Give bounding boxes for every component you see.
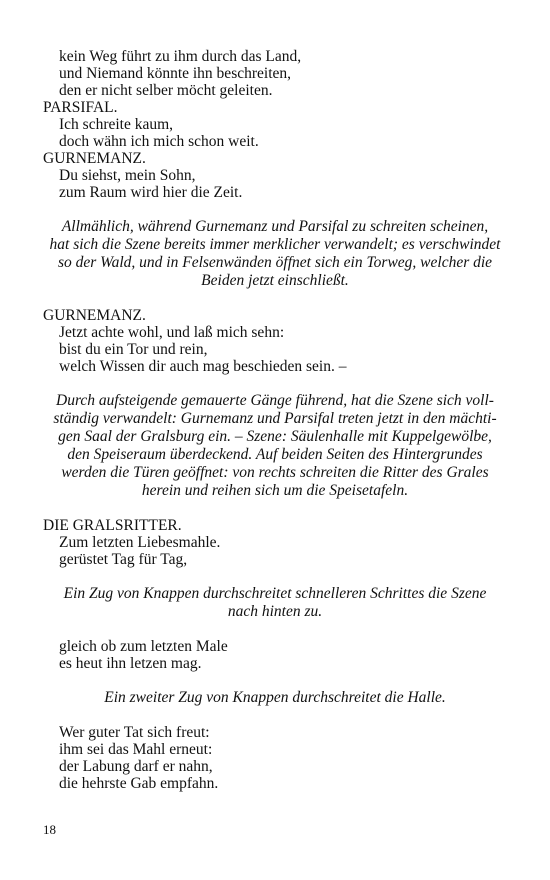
speech-block	[43, 150, 507, 201]
verse-line: Zum letzten Liebesmahle.	[59, 534, 221, 551]
spacer	[43, 568, 507, 585]
page-text	[43, 48, 507, 792]
verse-block	[43, 724, 507, 792]
stage-line: gen Saal der Gralsburg ein. – Szene: Säulenhalle mit Kuppelgewölbe,	[58, 428, 492, 445]
stage-line: werden die Türen geöffnet: von rechts schreiten die Ritter des Grales	[61, 464, 489, 481]
verse-line: Du siehst, mein Sohn,	[59, 167, 196, 184]
speaker-name: GURNEMANZ.	[43, 307, 146, 324]
verse-line: den er nicht selber möcht geleiten.	[59, 82, 273, 99]
speech-block	[43, 99, 507, 150]
spacer	[43, 621, 507, 638]
stage-line: ständig verwandelt: Gurnemanz und Parsifal treten jetzt in den mächti-	[53, 410, 497, 427]
speaker-name: GURNEMANZ.	[43, 150, 146, 167]
verse-line: kein Weg führt zu ihm durch das Land,	[59, 48, 302, 65]
spacer	[43, 375, 507, 392]
verse-block	[43, 48, 507, 99]
verse-line: welch Wissen dir auch mag beschieden sein. –	[59, 358, 347, 375]
verse-line: bist du ein Tor und rein,	[59, 341, 208, 358]
verse-line: zum Raum wird hier die Zeit.	[59, 184, 243, 201]
spacer	[43, 500, 507, 517]
stage-line: hat sich die Szene bereits immer merklicher verwandelt; es verschwindet	[49, 236, 501, 253]
verse-line: ihm sei das Mahl erneut:	[59, 741, 213, 758]
stage-line: den Speiseraum überdeckend. Auf beiden Seiten des Hintergrundes	[67, 446, 483, 463]
stage-direction	[43, 392, 507, 500]
spacer	[43, 290, 507, 307]
verse-line: Wer guter Tat sich freut:	[59, 724, 210, 741]
verse-line: gerüstet Tag für Tag,	[59, 551, 188, 568]
stage-line: Durch aufsteigende gemauerte Gänge führend, hat die Szene sich voll-	[56, 392, 494, 409]
stage-direction	[43, 218, 507, 290]
verse-line: gleich ob zum letzten Male	[59, 638, 228, 655]
speech-block	[43, 517, 507, 568]
stage-line: Ein Zug von Knappen durchschreitet schnelleren Schrittes die Szene	[63, 585, 487, 602]
verse-line: es heut ihn letzen mag.	[59, 655, 202, 672]
verse-line: doch wähn ich mich schon weit.	[59, 133, 259, 150]
page-number: 18	[43, 822, 56, 837]
speaker-name: DIE GRALSRITTER.	[43, 517, 182, 534]
stage-line: Beiden jetzt einschließt.	[201, 272, 349, 289]
stage-line: nach hinten zu.	[227, 603, 323, 620]
stage-direction	[43, 585, 507, 621]
verse-line: und Niemand könnte ihn beschreiten,	[59, 65, 292, 82]
verse-line: der Labung darf er nahn,	[59, 758, 213, 775]
spacer	[43, 707, 507, 724]
speaker-name: PARSIFAL.	[43, 99, 118, 116]
stage-line: Allmählich, während Gurnemanz und Parsifal zu schreiten scheinen,	[61, 218, 489, 235]
stage-direction	[43, 689, 507, 707]
verse-line: Ich schreite kaum,	[59, 116, 174, 133]
verse-line: die hehrste Gab empfahn.	[59, 775, 219, 792]
stage-line: herein und reihen sich um die Speisetafeln.	[141, 482, 409, 499]
verse-block	[43, 638, 507, 672]
verse-line: Jetzt achte wohl, und laß mich sehn:	[59, 324, 285, 341]
spacer	[43, 672, 507, 689]
spacer	[43, 201, 507, 218]
stage-line: Ein zweiter Zug von Knappen durchschreitet die Halle.	[104, 689, 446, 706]
speech-block	[43, 307, 507, 375]
stage-line: so der Wald, und in Felsenwänden öffnet sich ein Torweg, welcher die	[57, 254, 493, 271]
